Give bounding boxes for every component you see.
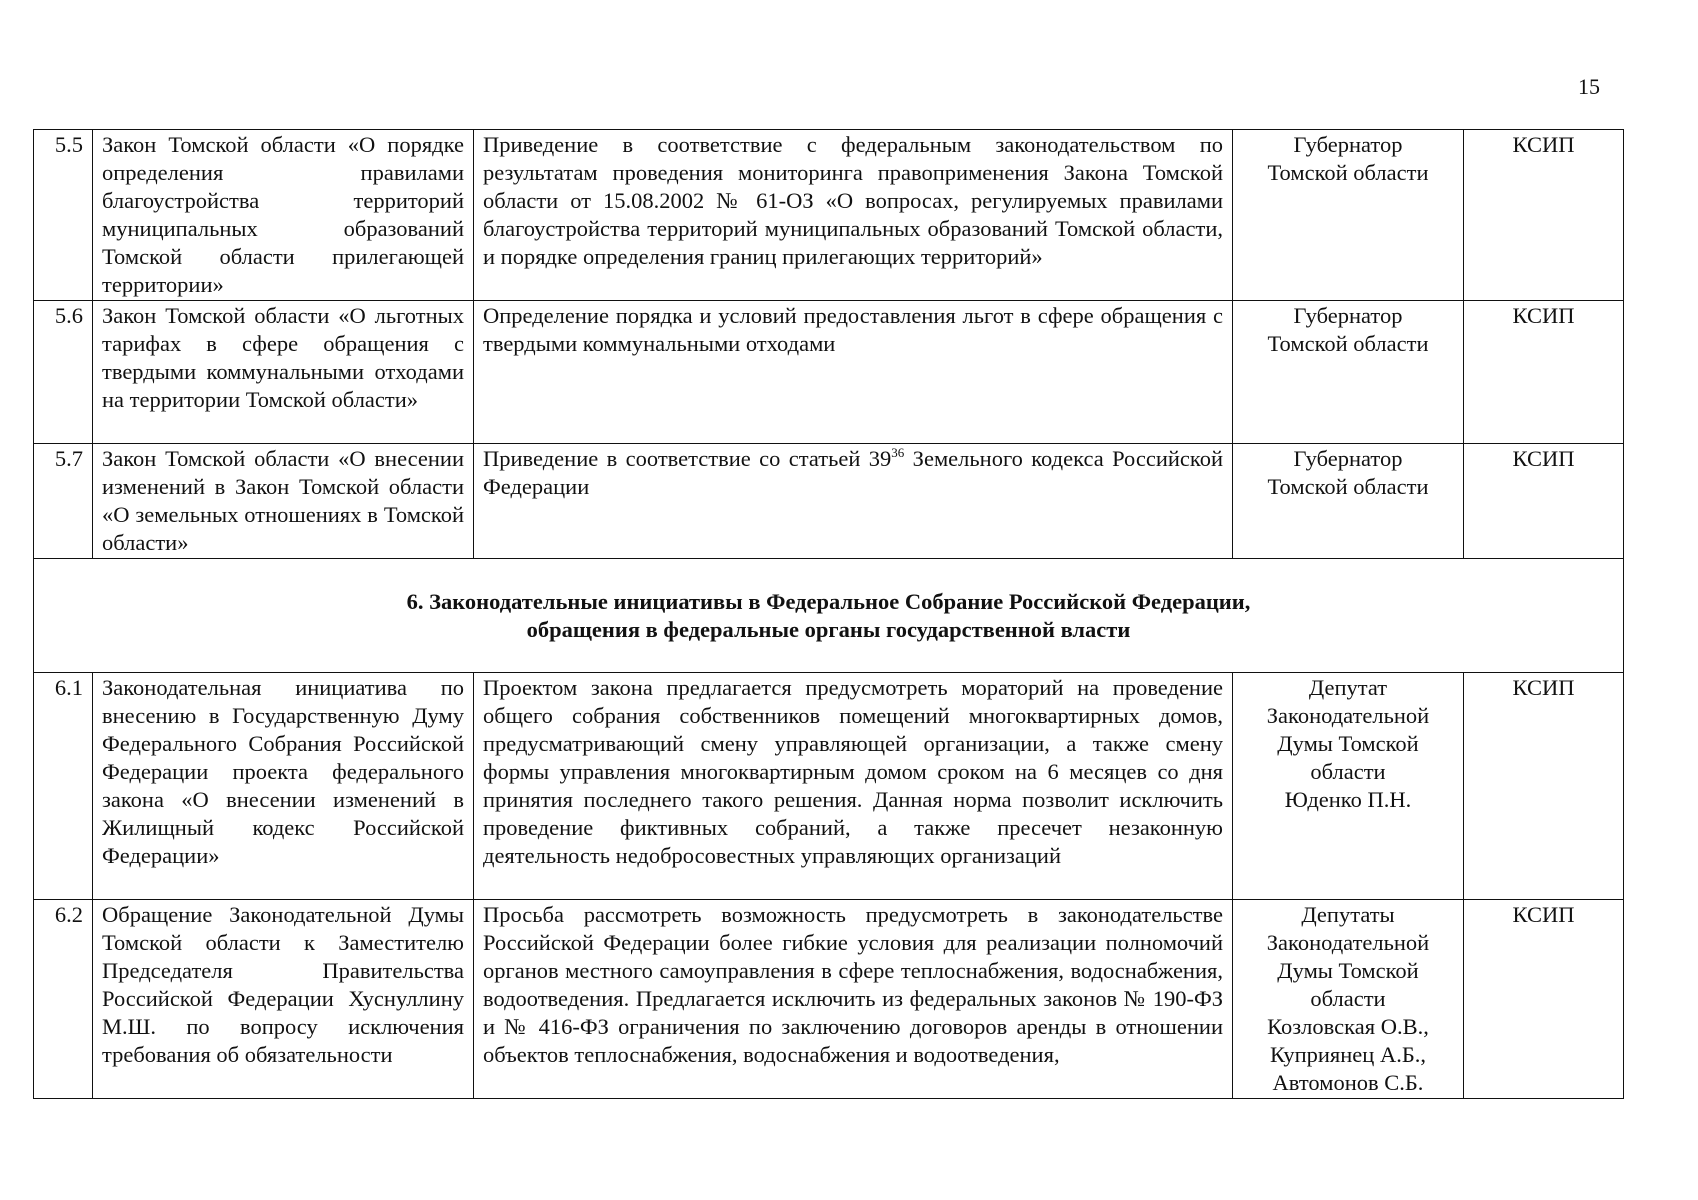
committee: КСИП [1464,130,1624,301]
section-heading-row [34,559,1624,673]
responsible-person: Губернатор Томской области [1233,301,1464,444]
responsible-person: Депутат Законодательной Думы Томской области Юденко П.Н. [1233,673,1464,900]
committee: КСИП [1464,301,1624,444]
row-number: 6.2 [34,900,93,1099]
table-row [34,900,1624,1099]
document-description: Определение порядка и условий предоставления льгот в сфере обращения с твердыми коммунальными отходами [474,301,1233,444]
document-title: Закон Томской области «О порядке определения правилами благоустройства территорий муниципальных образований Томской области прилегающей территории» [93,130,474,301]
document-title: Обращение Законодательной Думы Томской области к Заместителю Председателя Правительства Российской Федерации Хуснуллину М.Ш. по вопросу исключения требования об обязательности [93,900,474,1099]
responsible-person: Депутаты Законодательной Думы Томской области Козловская О.В., Куприянец А.Б., Автомонов С.Б. [1233,900,1464,1099]
footnote-ref: 36 [891,445,905,460]
document-description: Приведение в соответствие со статьей $39^{36}$ Земельного кодекса Российской Федерации [474,444,1233,559]
row-number: 5.7 [34,444,93,559]
responsible-person: Губернатор Томской области [1233,444,1464,559]
committee: КСИП [1464,673,1624,900]
document-description: Приведение в соответствие с федеральным законодательством по результатам проведения мониторинга правоприменения Закона Томской области от 15.08.2002 № 61-ОЗ «О вопросах, регулируемых правилами благоустройства территорий муниципальных образований Томской области, и порядке определения границ прилегающих территорий» [474,130,1233,301]
document-title: Законодательная инициатива по внесению в Государственную Думу Федерального Собрания Российской Федерации проекта федерального закона «О внесении изменений в Жилищный кодекс Российской Федерации» [93,673,474,900]
table-row [34,673,1624,900]
committee: КСИП [1464,444,1624,559]
row-number: 5.6 [34,301,93,444]
row-number: 6.1 [34,673,93,900]
committee: КСИП [1464,900,1624,1099]
table-row [34,130,1624,301]
responsible-person: Губернатор Томской области [1233,130,1464,301]
row-number: 5.5 [34,130,93,301]
document-title: Закон Томской области «О льготных тарифах в сфере обращения с твердыми коммунальными отходами на территории Томской области» [93,301,474,444]
section-heading: 6. Законодательные инициативы в Федеральное Собрание Российской Федерации, обращения в федеральные органы государственной власти [34,559,1624,673]
document-title: Закон Томской области «О внесении изменений в Закон Томской области «О земельных отношениях в Томской области» [93,444,474,559]
document-description: Просьба рассмотреть возможность предусмотреть в законодательстве Российской Федерации более гибкие условия для реализации полномочий органов местного самоуправления в сфере теплоснабжения, водоснабжения, водоотведения. Предлагается исключить из федеральных законов № 190-ФЗ и № 416-ФЗ ограничения по заключению договоров аренды в отношении объектов теплоснабжения, водоснабжения и водоотведения, [474,900,1233,1099]
table-row [34,301,1624,444]
page-number: 15 [1578,74,1600,99]
table-row [34,444,1624,559]
document-description: Проектом закона предлагается предусмотреть мораторий на проведение общего собрания собственников помещений многоквартирных домов, предусматривающий смену управляющей организации, а также смену формы управления многоквартирным домом сроком на 6 месяцев со дня принятия последнего такого решения. Данная норма позволит исключить проведение фиктивных собраний, а также пресечет незаконную деятельность недобросовестных управляющих организаций [474,673,1233,900]
plan-table [33,129,1624,1099]
